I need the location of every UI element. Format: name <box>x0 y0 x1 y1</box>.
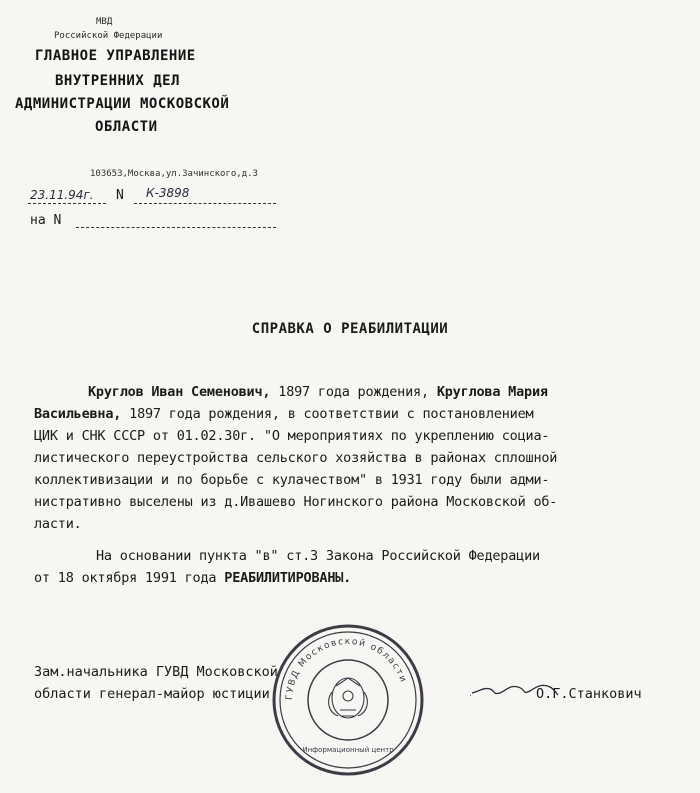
stamp-emblem-icon <box>329 678 368 718</box>
person-2-name-part2: Васильевна, <box>34 406 122 422</box>
official-stamp <box>268 620 428 780</box>
number-underline <box>134 203 276 204</box>
person-1-birth: 1897 года рождения, <box>270 384 437 400</box>
body-line-7: ласти. <box>34 516 82 532</box>
signatory-title-line-2: области генерал-майор юстиции <box>34 686 270 702</box>
signatory-name: О.Г.Станкович <box>536 686 642 702</box>
letterhead-line-main-directorate: ГЛАВНОЕ УПРАВЛЕНИЕ <box>35 48 196 64</box>
letterhead-address: 103653,Москва,ул.Зачинского,д.3 <box>90 169 258 179</box>
body-line-9 <box>34 570 351 586</box>
stamp-ring-text: ГУВД Московской области <box>284 636 409 701</box>
person-1-name: Круглов Иван Семенович, <box>88 384 271 400</box>
body-line-2 <box>34 406 533 422</box>
stamp-inner-text: Информационный центр <box>302 746 394 754</box>
handwritten-signature <box>470 665 560 705</box>
letterhead-country: Российской Федерации <box>54 31 163 41</box>
document-title: СПРАВКА О РЕАБИЛИТАЦИИ <box>251 321 449 337</box>
reference-date: 23.11.94г. <box>30 188 94 202</box>
letterhead-line-administration: АДМИНИСТРАЦИИ МОСКОВСКОЙ <box>15 96 230 112</box>
date-underline <box>28 203 106 204</box>
body-line-9-text: от 18 октября 1991 года <box>34 570 225 586</box>
reference-number-value: К-3898 <box>146 186 190 200</box>
reply-reference-label: на N <box>30 213 62 228</box>
body-line-4: листического переустройства сельского хозяйства в районах сплошной <box>34 450 558 466</box>
reply-underline <box>76 227 276 228</box>
letterhead-line-internal-affairs: ВНУТРЕННИХ ДЕЛ <box>55 73 181 89</box>
person-2-name-part1: Круглова Мария <box>436 384 548 400</box>
rehabilitated-word: РЕАБИЛИТИРОВАНЫ. <box>224 570 352 586</box>
body-line-6: нистративно выселены из д.Ивашево Ногинского района Московской об- <box>34 494 558 510</box>
body-line-1 <box>88 384 548 400</box>
body-line-3: ЦИК и СНК СССР от 01.02.30г. "О мероприятиях по укреплению социа- <box>34 428 550 444</box>
body-line-5: коллективизации и по борьбе с кулачеством" в 1931 году были адми- <box>34 472 550 488</box>
letterhead-ministry: МВД <box>96 17 113 27</box>
body-line-8: На основании пункта "в" ст.3 Закона Российской Федерации <box>96 548 540 564</box>
signatory-title-line-1: Зам.начальника ГУВД Московской <box>34 664 278 680</box>
reference-number-label: N <box>116 188 124 203</box>
body-line-2-text: 1897 года рождения, в соответствии с постановлением <box>121 406 534 422</box>
letterhead-line-region: ОБЛАСТИ <box>95 119 158 135</box>
